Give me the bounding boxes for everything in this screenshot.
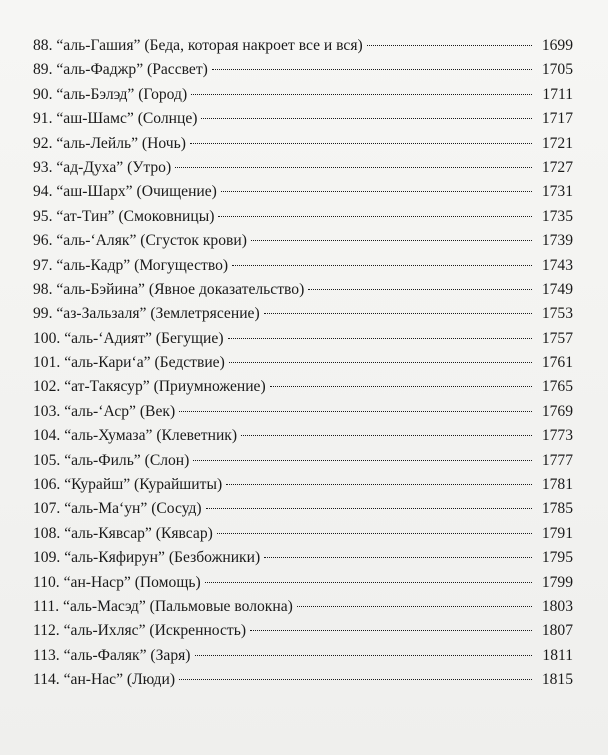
- toc-entry: [33, 229, 573, 253]
- toc-entry-title: 88. “аль-Гашия” (Беда, которая накроет все и вся): [33, 37, 363, 54]
- toc-entry: [33, 400, 573, 424]
- toc-entry-title: 112. “аль-Ихляс” (Искренность): [33, 622, 247, 640]
- dot-leader: [297, 602, 532, 607]
- toc-entry-page-number: 1735: [541, 207, 573, 225]
- toc-entry: [33, 619, 573, 643]
- toc-entry: [33, 58, 573, 82]
- dot-leader: [221, 187, 532, 192]
- toc-entry-page-number: 1791: [541, 524, 573, 542]
- toc-entry: [33, 449, 573, 473]
- toc-entry: [33, 34, 573, 58]
- toc-entry-page-number: 1727: [541, 158, 573, 176]
- toc-entry-title: 110. “ан-Наср” (Помощь): [33, 573, 201, 591]
- toc-entry: [33, 278, 573, 302]
- toc-entry-title: 96. “аль-‘Аляк” (Сгусток крови): [33, 232, 247, 250]
- toc-entry-title: 99. “аз-Зальзаля” (Землетрясение): [33, 305, 260, 323]
- toc-entry: [33, 571, 573, 595]
- dot-leader: [201, 114, 532, 119]
- toc-entry-page-number: 1799: [541, 573, 573, 591]
- toc-entry-title: 91. “аш-Шамс” (Солнце): [33, 110, 198, 128]
- table-of-contents: [33, 34, 573, 693]
- toc-entry-page-number: 1717: [541, 110, 573, 128]
- dot-leader: [270, 382, 532, 387]
- toc-entry-title: 111. “аль-Масэд” (Пальмовые волокна): [33, 597, 293, 615]
- toc-entry-page-number: 1705: [541, 61, 573, 79]
- toc-entry-page-number: 1731: [541, 183, 573, 201]
- toc-entry-title: 113. “аль-Фаляк” (Заря): [33, 646, 191, 664]
- toc-entry: [33, 595, 573, 619]
- toc-entry: [33, 302, 573, 326]
- dot-leader: [179, 407, 532, 412]
- toc-entry-title: 89. “аль-Фаджр” (Рассвет): [33, 61, 208, 79]
- toc-entry: [33, 351, 573, 375]
- dot-leader: [226, 480, 532, 485]
- dot-leader: [264, 309, 532, 314]
- toc-entry-page-number: 1711: [542, 85, 573, 103]
- toc-entry-title: 95. “ат-Тин” (Смоковницы): [33, 207, 215, 225]
- dot-leader: [264, 553, 532, 558]
- toc-entry-title: 97. “аль-Кадр” (Могущество): [33, 256, 229, 274]
- toc-entry-title: 114. “ан-Нас” (Люди): [33, 671, 176, 689]
- toc-entry: [33, 83, 573, 107]
- dot-leader: [206, 504, 532, 509]
- dot-leader: [308, 285, 532, 290]
- toc-entry-title: 92. “аль-Лейль” (Ночь): [33, 134, 186, 152]
- toc-entry: [33, 644, 573, 668]
- toc-entry-page-number: 1699: [541, 37, 573, 54]
- toc-entry-page-number: 1765: [541, 378, 573, 396]
- toc-entry-page-number: 1739: [541, 232, 573, 250]
- dot-leader: [190, 139, 532, 144]
- toc-entry-title: 90. “аль-Бэлэд” (Город): [33, 85, 188, 103]
- toc-entry: [33, 546, 573, 570]
- toc-entry-title: 108. “аль-Кявсар” (Кявсар): [33, 524, 213, 542]
- dot-leader: [195, 651, 533, 656]
- toc-entry-title: 94. “аш-Шарх” (Очищение): [33, 183, 217, 201]
- dot-leader: [212, 65, 532, 70]
- toc-entry-title: 93. “ад-Духа” (Утро): [33, 158, 172, 176]
- toc-entry: [33, 107, 573, 131]
- dot-leader: [217, 529, 532, 534]
- toc-entry-page-number: 1769: [541, 402, 573, 420]
- toc-entry-page-number: 1815: [541, 671, 573, 689]
- toc-entry: [33, 668, 573, 692]
- toc-entry-page-number: 1761: [541, 354, 573, 372]
- toc-entry: [33, 205, 573, 229]
- toc-entry-title: 98. “аль-Бэйина” (Явное доказательство): [33, 280, 305, 298]
- toc-entry: [33, 156, 573, 180]
- dot-leader: [241, 431, 532, 436]
- dot-leader: [367, 41, 532, 46]
- toc-entry-page-number: 1749: [541, 280, 573, 298]
- toc-entry-page-number: 1777: [541, 451, 573, 469]
- toc-entry-page-number: 1753: [541, 305, 573, 323]
- toc-entry-page-number: 1773: [541, 427, 573, 445]
- toc-entry: [33, 132, 573, 156]
- dot-leader: [218, 212, 532, 217]
- dot-leader: [251, 236, 532, 241]
- toc-entry: [33, 180, 573, 204]
- dot-leader: [193, 456, 532, 461]
- toc-entry-page-number: 1721: [541, 134, 573, 152]
- toc-entry-page-number: 1811: [542, 646, 573, 664]
- toc-entry: [33, 497, 573, 521]
- toc-entry-page-number: 1785: [541, 500, 573, 518]
- toc-entry-title: 106. “Курайш” (Курайшиты): [33, 476, 223, 494]
- toc-entry-title: 102. “ат-Такясур” (Приумножение): [33, 378, 266, 396]
- dot-leader: [228, 334, 532, 339]
- toc-entry-title: 101. “аль-Кари‘а” (Бедствие): [33, 354, 225, 372]
- toc-entry-page-number: 1803: [541, 597, 573, 615]
- toc-entry-title: 103. “аль-‘Аср” (Век): [33, 402, 176, 420]
- toc-entry: [33, 473, 573, 497]
- toc-entry-title: 109. “аль-Кяфирун” (Безбожники): [33, 549, 261, 567]
- toc-entry-title: 105. “аль-Филь” (Слон): [33, 451, 190, 469]
- toc-entry-page-number: 1807: [541, 622, 573, 640]
- toc-entry-page-number: 1795: [541, 549, 573, 567]
- toc-entry-title: 104. “аль-Хумаза” (Клеветник): [33, 427, 238, 445]
- toc-entry: [33, 327, 573, 351]
- toc-entry: [33, 375, 573, 399]
- toc-entry-page-number: 1743: [541, 256, 573, 274]
- toc-entry-page-number: 1757: [541, 329, 573, 347]
- dot-leader: [250, 626, 532, 631]
- dot-leader: [179, 675, 532, 680]
- toc-entry-page-number: 1781: [541, 476, 573, 494]
- dot-leader: [232, 261, 532, 266]
- toc-entry-title: 107. “аль-Ма‘ун” (Сосуд): [33, 500, 202, 518]
- dot-leader: [191, 90, 532, 95]
- dot-leader: [229, 358, 532, 363]
- toc-entry: [33, 424, 573, 448]
- toc-entry-title: 100. “аль-‘Адият” (Бегущие): [33, 329, 224, 347]
- toc-entry: [33, 522, 573, 546]
- dot-leader: [175, 163, 532, 168]
- toc-entry: [33, 254, 573, 278]
- dot-leader: [205, 578, 532, 583]
